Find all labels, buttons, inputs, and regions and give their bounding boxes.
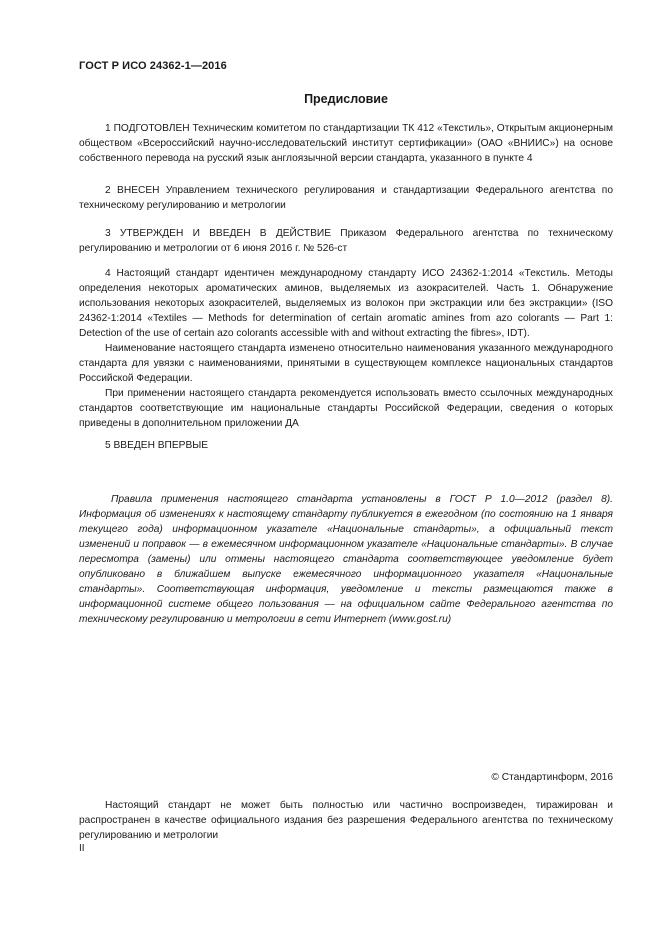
preface-item-1-text: 1 ПОДГОТОВЛЕН Техническим комитетом по стандартизации ТК 412 «Текстиль», Открытым акционерным обществом «Всероссийский научно-исследовательский институт сертификации» (ОАО «ВНИИС») на основе собственного перевода на русский язык англоязычной версии стандарта, указанного в пункте 4	[79, 123, 613, 164]
preface-item-5	[79, 438, 613, 453]
preface-item-5-text: 5 ВВЕДЕН ВПЕРВЫЕ	[105, 440, 209, 451]
page-number: II	[79, 843, 85, 854]
reproduction-notice-text: Настоящий стандарт не может быть полностью или частично воспроизведен, тиражирован и распространен в качестве официального издания без разрешения Федерального агентства по техническому регулированию и метрологии	[79, 800, 613, 841]
preface-item-2	[79, 183, 613, 213]
preface-item-4-paragraph-2: Наименование настоящего стандарта изменено относительно наименования указанного международного стандарта для увязки с наименованиями, принятыми в существующем комплексе национальных стандартов Российской Федерации.	[79, 343, 613, 384]
preface-item-4	[79, 266, 613, 431]
page-title: Предисловие	[304, 92, 388, 106]
copyright-notice: © Стандартинформ, 2016	[491, 772, 613, 783]
preface-item-4-paragraph-3: При применении настоящего стандарта рекомендуется использовать вместо ссылочных международных стандартов соответствующие им национальные стандарты Российской Федерации, сведения о которых приведены в дополнительном приложении ДА	[79, 388, 613, 429]
preface-item-3-text: 3 УТВЕРЖДЕН И ВВЕДЕН В ДЕЙСТВИЕ Приказом Федерального агентства по техническому регулированию и метрологии от 6 июня 2016 г. № 526-ст	[79, 228, 613, 254]
preface-item-3	[79, 226, 613, 256]
reproduction-notice	[79, 798, 613, 843]
preface-item-4-text: 4 Настоящий стандарт идентичен международному стандарту ИСО 24362-1:2014 «Текстиль. Методы определения некоторых ароматических аминов, выделяемых из азокрасителей. Часть 1. Обнаружение использования некоторых азокрасителей, выделяемых из волокон при экстракции или без экстракции» (ISO 24362-1:2014 «Textiles — Methods for determination of certain aromatic amines from azo colorants — Part 1: Detection of the use of certain azo colorants accessible with and without extracting the fibres», IDT).	[79, 268, 613, 339]
preface-item-1	[79, 121, 613, 166]
application-rules-note	[79, 492, 613, 627]
document-code: ГОСТ Р ИСО 24362-1—2016	[79, 60, 227, 72]
application-rules-note-text: Правила применения настоящего стандарта установлены в ГОСТ Р 1.0—2012 (раздел 8). Информация об изменениях к настоящему стандарту публикуется в ежегодном (по состоянию на 1 января текущего года) информационном указателе «Национальные стандарты», а официальный текст изменений и поправок — в ежемесячном информационном указателе «Национальные стандарты». В случае пересмотра (замены) или отмены настоящего стандарта соответствующее уведомление будет опубликовано в ближайшем выпуске ежемесячного информационного указателя «Национальные стандарты». Соответствующая информация, уведомление и тексты размещаются также в информационной системе общего пользования — на официальном сайте Федерального агентства по техническому регулированию и метрологии в сети Интернет (www.gost.ru)	[79, 494, 613, 625]
preface-item-2-text: 2 ВНЕСЕН Управлением технического регулирования и стандартизации Федерального агентства по техническому регулированию и метрологии	[79, 185, 613, 211]
